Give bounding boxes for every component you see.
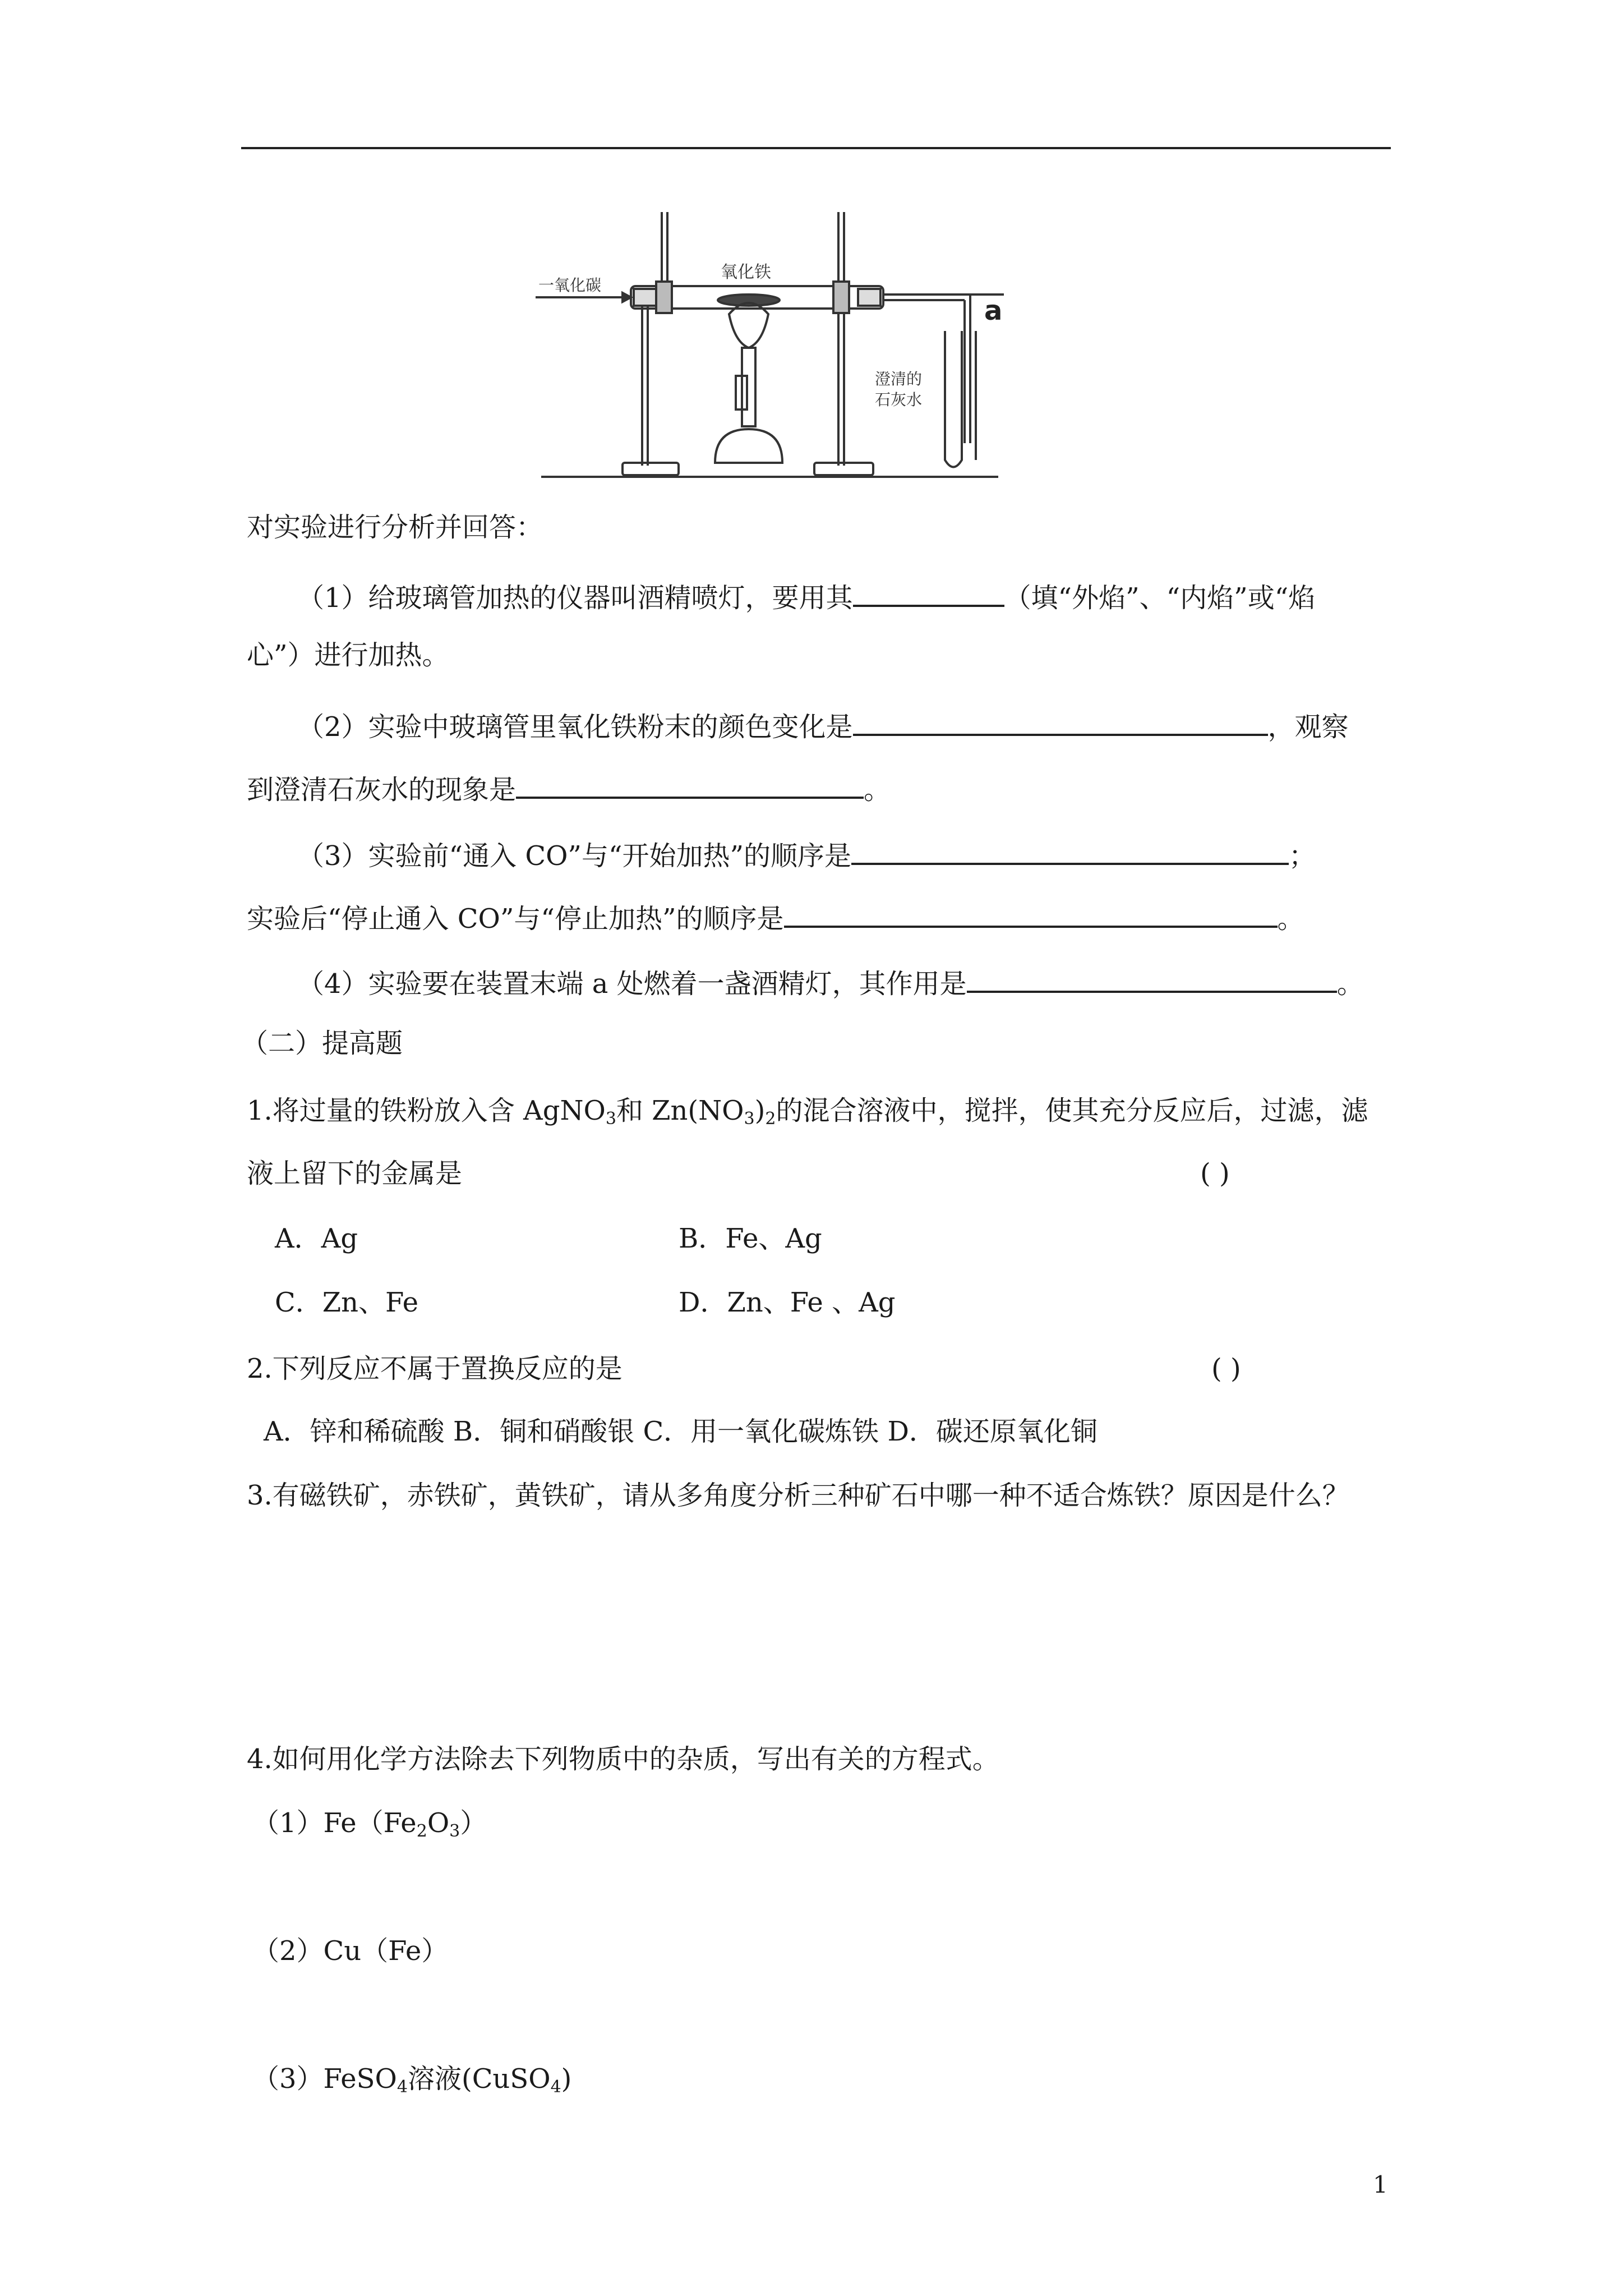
problem-1-line-1 bbox=[247, 1094, 1368, 1128]
answer-blank-4[interactable] bbox=[967, 964, 1337, 993]
header-rule bbox=[241, 147, 1391, 149]
subscript: 3 bbox=[449, 1821, 460, 1841]
figure-label-fe2o3: 氧化铁 bbox=[721, 263, 771, 282]
question-3-line-1 bbox=[297, 836, 1316, 873]
problem-4-sub-1 bbox=[252, 1806, 487, 1840]
question-1-text-b: （填“外焰”、“内焰”或“焰 bbox=[1004, 582, 1316, 614]
problem-4-sub-3 bbox=[252, 2062, 571, 2096]
question-2-text-b: ，观察 bbox=[1267, 711, 1349, 743]
answer-blank-2b[interactable] bbox=[516, 770, 864, 799]
question-2-text-a: （2）实验中玻璃管里氧化铁粉末的颜色变化是 bbox=[297, 711, 853, 743]
answer-blank-1[interactable] bbox=[853, 578, 1004, 607]
question-2-text-c: 到澄清石灰水的现象是 bbox=[247, 774, 517, 806]
problem-4-sub-1-text-a: （1）Fe（Fe bbox=[252, 1807, 417, 1839]
problem-4-sub-3-text-b: 溶液(CuSO bbox=[407, 2063, 551, 2095]
question-1-line-1 bbox=[297, 578, 1315, 615]
question-3-text-a: （3）实验前“通入 CO”与“开始加热”的顺序是 bbox=[297, 840, 852, 872]
problem-2-options: A．锌和稀硫酸 B．铜和硝酸银 C．用一氧化碳炼铁 D．碳还原氧化铜 bbox=[264, 1416, 1098, 1447]
problem-1-option-b: B．Fe、Ag bbox=[679, 1223, 822, 1254]
figure-label-lime-2: 石灰水 bbox=[875, 390, 923, 409]
question-4-text-b: 。 bbox=[1336, 968, 1364, 1000]
intro-text: 对实验进行分析并回答： bbox=[247, 512, 543, 543]
problem-4-sub-3-text-a: （3）FeSO bbox=[252, 2063, 397, 2095]
question-2-text-d: 。 bbox=[864, 774, 891, 806]
question-4-text-a: （4）实验要在装置末端 a 处燃着一盏酒精灯，其作用是 bbox=[297, 968, 967, 1000]
problem-4-sub-2: （2）Cu（Fe） bbox=[252, 1935, 449, 1967]
problem-1-text-a: 1.将过量的铁粉放入含 AgNO bbox=[247, 1095, 606, 1126]
problem-1-line-2: 液上留下的金属是 bbox=[247, 1158, 463, 1189]
apparatus-figure bbox=[527, 208, 1009, 488]
question-2-line-2 bbox=[247, 770, 891, 807]
question-3-text-d: 。 bbox=[1277, 903, 1304, 935]
problem-4-sub-3-text-c: ) bbox=[561, 2063, 572, 2095]
question-1-text-a: （1）给玻璃管加热的仪器叫酒精喷灯，要用其 bbox=[297, 582, 853, 614]
problem-1-answer-paren[interactable]: ( ) bbox=[1200, 1158, 1230, 1189]
problem-4-sub-1-text-b: O bbox=[427, 1807, 450, 1839]
subscript: 4 bbox=[396, 2077, 408, 2097]
answer-blank-3b[interactable] bbox=[784, 899, 1278, 928]
figure-label-a: a bbox=[984, 295, 1003, 326]
answer-blank-2a[interactable] bbox=[853, 707, 1268, 736]
question-3-text-c: 实验后“停止通入 CO”与“停止加热”的顺序是 bbox=[247, 903, 784, 935]
subscript: 3 bbox=[605, 1109, 616, 1129]
problem-1-option-d: D．Zn、Fe 、Ag bbox=[679, 1287, 896, 1318]
problem-2-answer-paren[interactable]: ( ) bbox=[1211, 1353, 1241, 1384]
problem-1-text-d: 的混合溶液中，搅拌，使其充分反应后，过滤，滤 bbox=[776, 1095, 1368, 1126]
problem-4-sub-1-text-c: ） bbox=[460, 1807, 487, 1839]
problem-4-line-1: 4.如何用化学方法除去下列物质中的杂质，写出有关的方程式。 bbox=[247, 1743, 999, 1775]
subscript: 3 bbox=[744, 1109, 755, 1129]
question-1-line-2: 心”）进行加热。 bbox=[247, 639, 449, 671]
question-3-line-2 bbox=[247, 899, 1304, 936]
problem-1-text-c: ) bbox=[754, 1095, 766, 1126]
question-3-text-b: ； bbox=[1289, 840, 1316, 872]
answer-blank-3a[interactable] bbox=[851, 836, 1289, 865]
problem-1-option-a: A．Ag bbox=[275, 1223, 358, 1254]
problem-2-line-1: 2.下列反应不属于置换反应的是 bbox=[247, 1353, 623, 1384]
subscript: 2 bbox=[765, 1109, 776, 1129]
page-number: 1 bbox=[1373, 2171, 1388, 2198]
question-4-line-1 bbox=[297, 964, 1364, 1001]
subscript: 4 bbox=[550, 2077, 561, 2097]
problem-1-text-b: 和 Zn(NO bbox=[616, 1095, 744, 1126]
problem-3-line-1: 3.有磁铁矿，赤铁矿，黄铁矿，请从多角度分析三种矿石中哪一种不适合炼铁？原因是什么？ bbox=[247, 1480, 1349, 1511]
figure-label-lime-1: 澄清的 bbox=[875, 370, 923, 388]
problem-1-option-c: C．Zn、Fe bbox=[275, 1287, 419, 1318]
subscript: 2 bbox=[416, 1821, 427, 1841]
section-title-improve: （二）提高题 bbox=[241, 1028, 403, 1059]
figure-label-co: 一氧化碳 bbox=[538, 276, 602, 295]
question-2-line-1 bbox=[297, 707, 1349, 744]
